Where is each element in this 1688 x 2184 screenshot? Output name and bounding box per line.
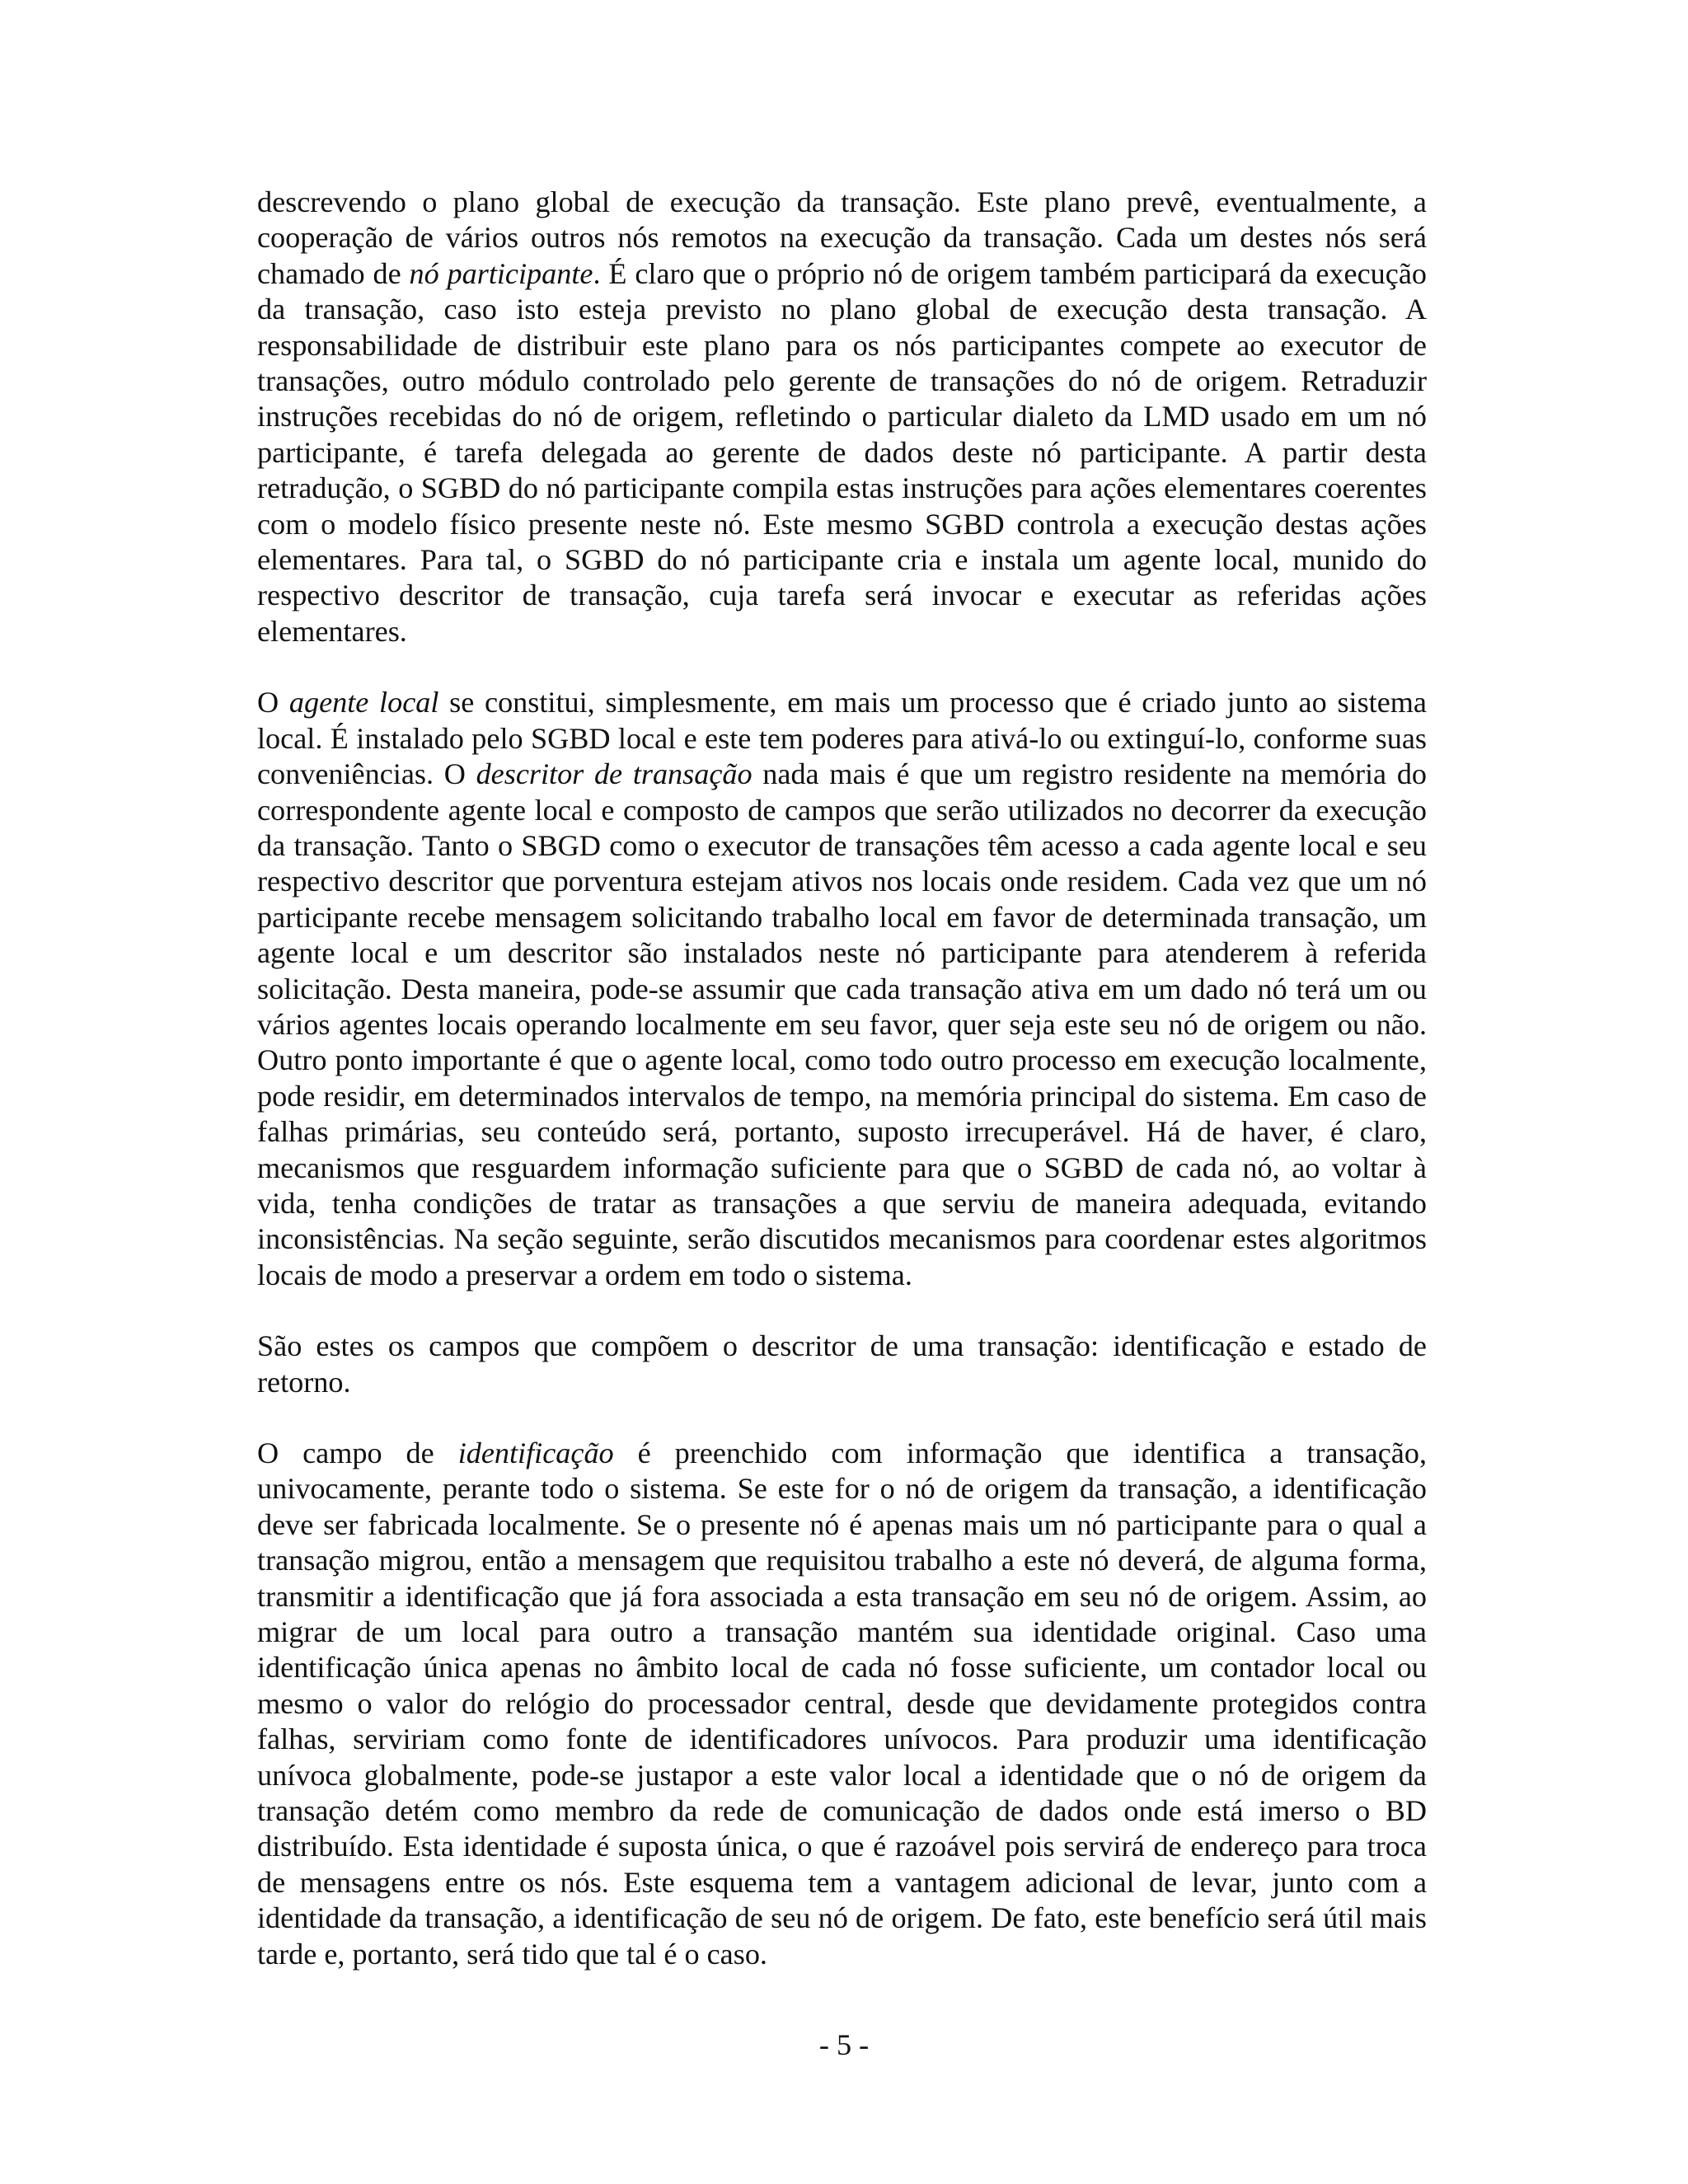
body-text <box>257 185 1427 2008</box>
text-segment: O campo de <box>257 1436 458 1469</box>
text-segment: nada mais é que um registro residente na memória do correspondente agente local e composto de campos que serão utilizados no decorrer da execução da transação. Tanto o SBGD como o executor de transações têm acesso a cada agente local e seu respectivo descritor que porventura estejam ativos nos locais onde residem. Cada vez que um nó participante recebe mensagem solicitando trabalho local em favor de determinada transação, um agente local e um descritor são instalados neste nó participante para atenderem à referida solicitação. Desta maneira, pode-se assumir que cada transação ativa em um dado nó terá um ou vários agentes locais operando localmente em seu favor, quer seja este seu nó de origem ou não. Outro ponto importante é que o agente local, como todo outro processo em execução localmente, pode residir, em determinados intervalos de tempo, na memória principal do sistema. Em caso de falhas primárias, seu conteúdo será, portanto, suposto irrecuperável. Há de haver, é claro, mecanismos que resguardem informação suficiente para que o SGBD de cada nó, ao voltar à vida, tenha condições de tratar as transações a que serviu de maneira adequada, evitando inconsistências. Na seção seguinte, serão discutidos mecanismos para coordenar estes algoritmos locais de modo a preservar a ordem em todo o sistema. <box>257 757 1428 1291</box>
text-segment: São estes os campos que compõem o descritor de uma transação: identificação e estado de retorno. <box>257 1329 1427 1399</box>
paragraph-2 <box>257 685 1427 1293</box>
italic-term-no-participante: nó participante <box>409 256 593 290</box>
italic-term-descritor-de-transacao: descritor de transação <box>476 757 753 791</box>
text-segment: descrevendo o plano global de execução da transação. Este plano prevê, eventualmente, a cooperação de vários outros nós remotos na execução da transação. Cada um destes nós será chamado de <box>257 185 1427 290</box>
italic-term-identificacao: identificação <box>457 1436 614 1469</box>
text-segment: . É claro que o próprio nó de origem também participará da execução da transação, caso isto esteja previsto no plano global de execução desta transação. A responsabilidade de distribuir este plano para os nós participantes compete ao executor de transações, outro módulo controlado pelo gerente de transações do nó de origem. Retraduzir instruções recebidas do nó de origem, refletindo o particular dialeto da LMD usado em um nó participante, é tarefa delegada ao gerente de dados deste nó participante. A partir desta retradução, o SGBD do nó participante compila estas instruções para ações elementares coerentes com o modelo físico presente neste nó. Este mesmo SGBD controla a execução destas ações elementares. Para tal, o SGBD do nó participante cria e instala um agente local, munido do respectivo descritor de transação, cuja tarefa será invocar e executar as referidas ações elementares. <box>257 256 1427 648</box>
page-number: - 5 - <box>818 2028 870 2061</box>
text-segment: O <box>257 686 289 719</box>
text-segment: se constitui, simplesmente, em mais um processo que é criado junto ao sistema local. É instalado pelo SGBD local e este tem poderes para ativá-lo ou extinguí-lo, conforme suas conveniências. O <box>257 686 1427 791</box>
text-segment: é preenchido com informação que identifica a transação, univocamente, perante todo o sistema. Se este for o nó de origem da transação, a identificação deve ser fabricada localmente. Se o presente nó é apenas mais um nó participante para o qual a transação migrou, então a mensagem que requisitou trabalho a este nó deverá, de alguma forma, transmitir a identificação que já fora associada a esta transação em seu nó de origem. Assim, ao migrar de um local para outro a transação mantém sua identidade original. Caso uma identificação única apenas no âmbito local de cada nó fosse suficiente, um contador local ou mesmo o valor do relógio do processador central, desde que devidamente protegidos contra falhas, serviriam como fonte de identificadores unívocos. Para produzir uma identificação unívoca globalmente, pode-se justapor a este valor local a identidade que o nó de origem da transação detém como membro da rede de comunicação de dados onde está imerso o BD distribuído. Esta identidade é suposta única, o que é razoável pois servirá de endereço para troca de mensagens entre os nós. Este esquema tem a vantagem adicional de levar, junto com a identidade da transação, a identificação de seu nó de origem. De fato, este benefício será útil mais tarde e, portanto, será tido que tal é o caso. <box>257 1436 1428 1971</box>
paragraph-1 <box>257 185 1427 649</box>
paragraph-4 <box>257 1436 1427 1972</box>
italic-term-agente-local: agente local <box>288 686 439 719</box>
paragraph-3 <box>257 1329 1427 1400</box>
